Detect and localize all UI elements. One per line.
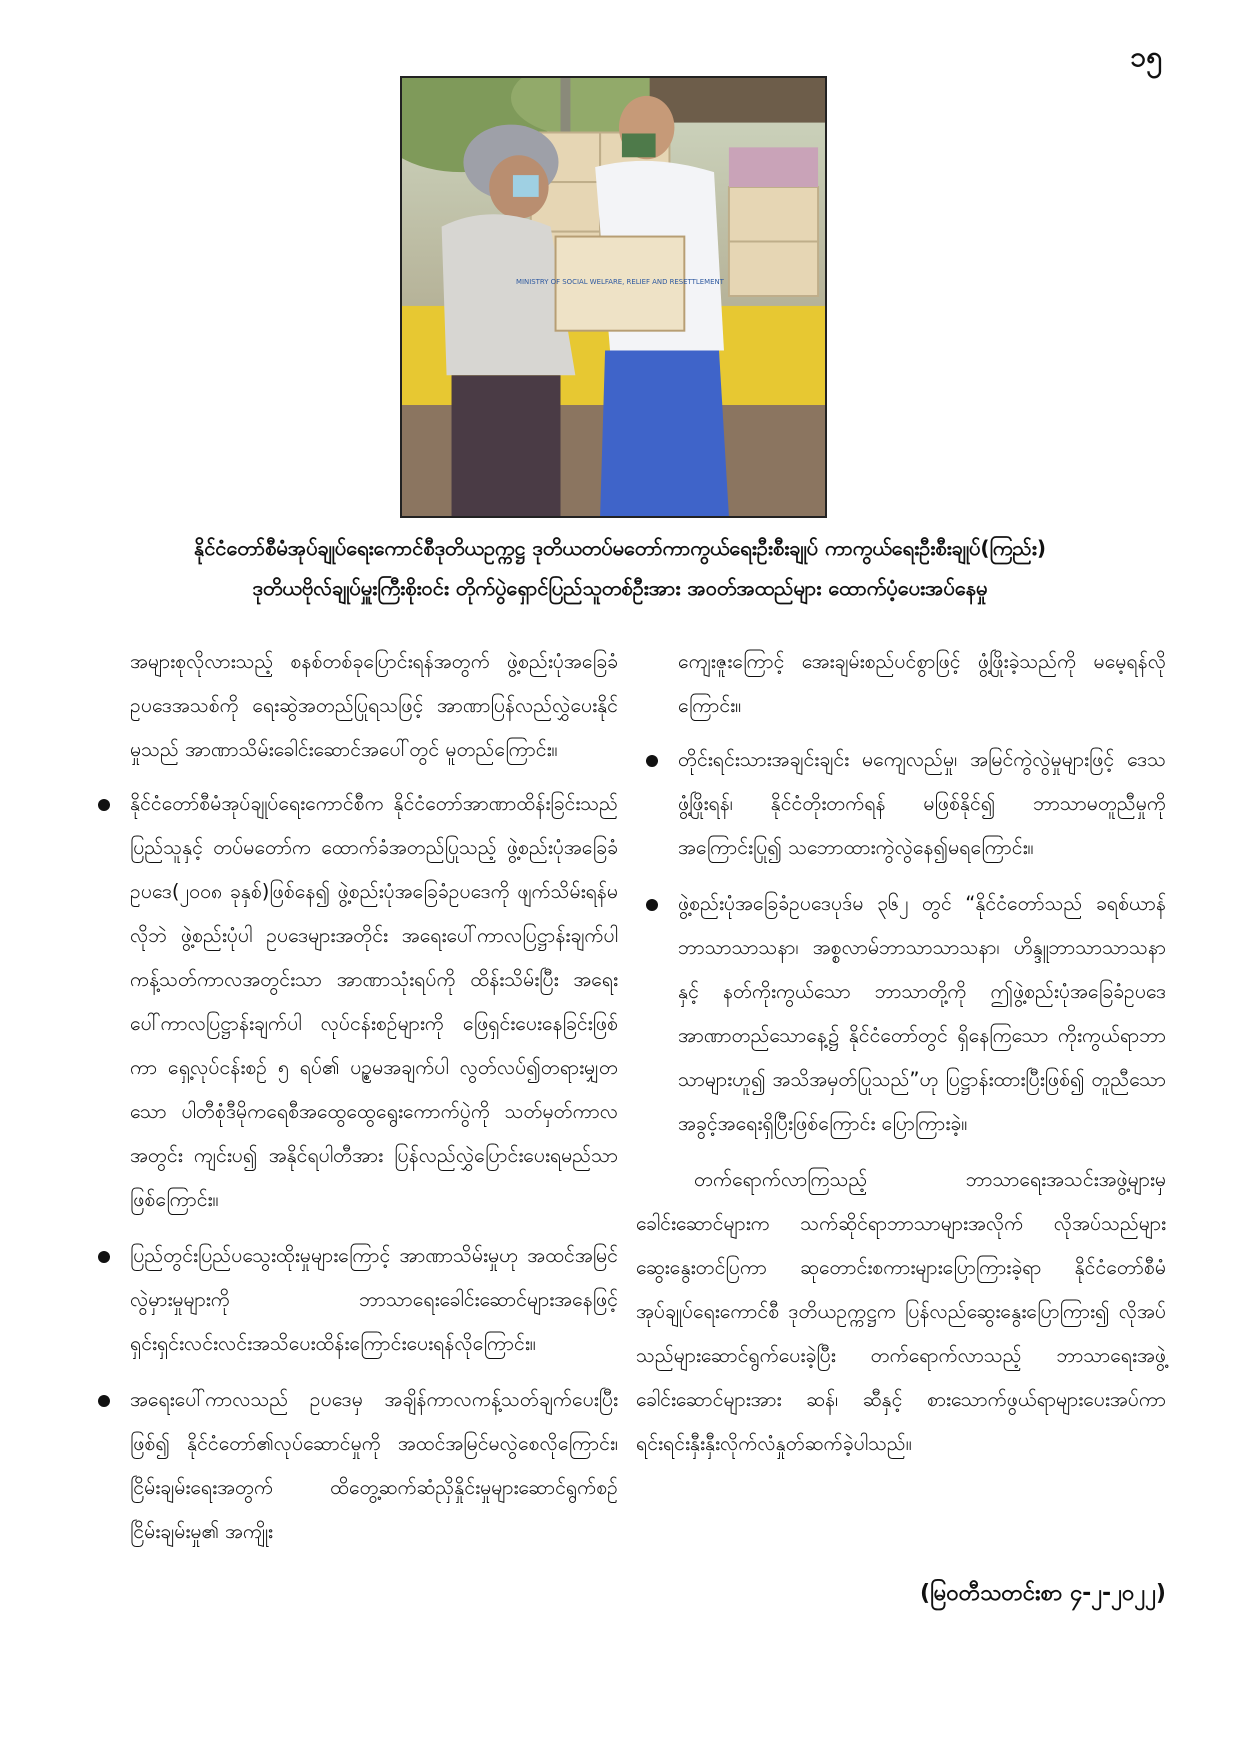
bullet-item <box>636 882 1166 1146</box>
bullet-dot-icon <box>98 799 110 811</box>
bullet-text: ဖွဲ့စည်းပုံအခြေခံဥပဒေပုဒ်မ ၃၆၂ တွင် “နိုင်ငံတော်သည် ခရစ်ယာန် ဘာသာသာသနာ၊ အစ္စလာမ်ဘာသာသာသနာ၊ ဟိန္ဒူဘာသာသာသနာနှင့် နတ်ကိုးကွယ်သော ဘာသာတို့ကို ဤဖွဲ့စည်းပုံအခြေခံဥပဒေ အာဏာတည်သောနေ့၌ နိုင်ငံတော်တွင် ရှိနေကြသော ကိုးကွယ်ရာဘာသာများဟူ၍ အသိအမှတ်ပြုသည်”ဟု ပြဋ္ဌာန်းထားပြီးဖြစ်၍ တူညီသောအခွင့်အရေးရှိပြီးဖြစ်ကြောင်း ပြောကြားခဲ့။ <box>678 892 1166 1135</box>
left-column <box>88 640 618 1566</box>
news-photo <box>400 76 827 518</box>
bullet-dot-icon <box>98 1251 110 1263</box>
page-number: ၁၅ <box>1130 40 1162 73</box>
bullet-text: ပြည်တွင်းပြည်ပသွေးထိုးမှုများကြောင့် အာဏာသိမ်းမှုဟု အထင်အမြင်လွဲမှားမှုများကို ဘာသာရေးခေါင်းဆောင်များအနေဖြင့် ရှင်းရှင်းလင်းလင်းအသိပေးထိန်းကြောင်းပေးရန်လိုကြောင်း။ <box>130 1244 618 1355</box>
caption-line-1: နိုင်ငံတော်စီမံအုပ်ချုပ်ရေးကောင်စီဒုတိယဥက္ကဋ္ဌ ဒုတိယတပ်မတော်ကာကွယ်ရေးဦးစီးချုပ် ကာကွယ်ရေးဦးစီးချုပ်(ကြည်း) <box>194 536 1046 560</box>
bullet-text: နိုင်ငံတော်စီမံအုပ်ချုပ်ရေးကောင်စီက နိုင်ငံတော်အာဏာထိန်းခြင်းသည် ပြည်သူနှင့် တပ်မတော်က ထောက်ခံအတည်ပြုသည့် ဖွဲ့စည်းပုံအခြေခံဥပဒေ(၂၀၀၈ ခုနှစ်)ဖြစ်နေ၍ ဖွဲ့စည်းပုံအခြေခံဥပဒေကို ဖျက်သိမ်းရန်မလိုဘဲ ဖွဲ့စည်းပုံပါ ဥပဒေများအတိုင်း အရေးပေါ်ကာလပြဋ္ဌာန်းချက်ပါ ကန့်သတ်ကာလအတွင်းသာ အာဏာသုံးရပ်ကို ထိန်းသိမ်းပြီး အရေးပေါ်ကာလပြဋ္ဌာန်းချက်ပါ လုပ်ငန်းစဉ်များကို ဖြေရှင်းပေးနေခြင်းဖြစ်ကာ ရှေ့လုပ်ငန်းစဉ် ၅ ရပ်၏ ပဉ္စမအချက်ပါ လွတ်လပ်၍တရားမျှတသော ပါတီစုံဒီမိုကရေစီအထွေထွေရွေးကောက်ပွဲကို သတ်မှတ်ကာလအတွင်း ကျင်းပ၍ အနိုင်ရပါတီအား ပြန်လည်လွှဲပြောင်းပေးရမည်သာဖြစ်ကြောင်း။ <box>130 792 618 1211</box>
bullet-item <box>88 782 618 1222</box>
closing-paragraph: တက်ရောက်လာကြသည့် ဘာသာရေးအသင်းအဖွဲ့များမှ ခေါင်းဆောင်များက သက်ဆိုင်ရာဘာသာများအလိုက် လိုအပ်သည်များ ဆွေးနွေးတင်ပြကာ ဆုတောင်းစကားများပြောကြားခဲ့ရာ နိုင်ငံတော်စီမံအုပ်ချုပ်ရေးကောင်စီ ဒုတိယဥက္ကဋ္ဌက ပြန်လည်ဆွေးနွေးပြောကြား၍ လိုအပ်သည်များဆောင်ရွက်ပေးခဲ့ပြီး တက်ရောက်လာသည့် ဘာသာရေးအဖွဲ့ခေါင်းဆောင်များအား ဆန်၊ ဆီနှင့် စားသောက်ဖွယ်ရာများပေးအပ်ကာ ရင်းရင်းနှီးနှီးလိုက်လံနှုတ်ဆက်ခဲ့ပါသည်။ <box>636 1168 1166 1455</box>
bullet-item <box>636 738 1166 870</box>
bullet-dot-icon <box>98 1395 110 1407</box>
photo-illustration <box>402 78 825 516</box>
bullet-dot-icon <box>646 899 658 911</box>
source-citation: (မြဝတီသတင်းစာ ၄-၂-၂၀၂၂) <box>920 1581 1166 1606</box>
photo-caption <box>100 528 1140 608</box>
box-label: MINISTRY OF SOCIAL WELFARE, RELIEF AND RESETTLEMENT <box>516 278 724 287</box>
intro-paragraph: အများစုလိုလားသည့် စနစ်တစ်ခုပြောင်းရန်အတွက် ဖွဲ့စည်းပုံအခြေခံဥပဒေအသစ်ကို ရေးဆွဲအတည်ပြုရသဖြင့် အာဏာပြန်လည်လွှဲပေးနိုင်မှုသည် အာဏာသိမ်းခေါင်းဆောင်အပေါ်တွင် မူတည်ကြောင်း။ <box>130 650 618 761</box>
bullet-item <box>88 1234 618 1366</box>
caption-line-2: ဒုတိယဗိုလ်ချုပ်မှူးကြီးစိုးဝင်း တိုက်ပွဲရှောင်ပြည်သူတစ်ဦးအား အဝတ်အထည်များ ထောက်ပံ့ပေးအပ်နေမှု <box>252 576 988 600</box>
bullet-item <box>88 1378 618 1554</box>
bullet-text: အရေးပေါ်ကာလသည် ဥပဒေမှ အချိန်ကာလကန့်သတ်ချက်ပေးပြီးဖြစ်၍ နိုင်ငံတော်၏လုပ်ဆောင်မှုကို အထင်အမြင်မလွဲစေလိုကြောင်း၊ ငြိမ်းချမ်းရေးအတွက် ထိတွေ့ဆက်ဆံညှိနှိုင်းမှုများဆောင်ရွက်စဉ် ငြိမ်းချမ်းမှု၏ အကျိုး <box>130 1388 618 1543</box>
bullet-dot-icon <box>646 755 658 767</box>
right-column <box>636 640 1166 1476</box>
bullet-text: တိုင်းရင်းသားအချင်းချင်း မကျေလည်မှု၊ အမြင်ကွဲလွဲမှုများဖြင့် ဒေသဖွံ့ဖြိုးရန်၊ နိုင်ငံတိုးတက်ရန် မဖြစ်နိုင်၍ ဘာသာမတူညီမှုကို အကြောင်းပြု၍ သဘောထားကွဲလွဲနေ၍မရကြောင်း။ <box>678 748 1166 859</box>
continuation-paragraph: ကျေးဇူးကြောင့် အေးချမ်းစည်ပင်စွာဖြင့် ဖွံ့ဖြိုးခဲ့သည်ကို မမေ့ရန်လိုကြောင်း။ <box>678 650 1166 717</box>
